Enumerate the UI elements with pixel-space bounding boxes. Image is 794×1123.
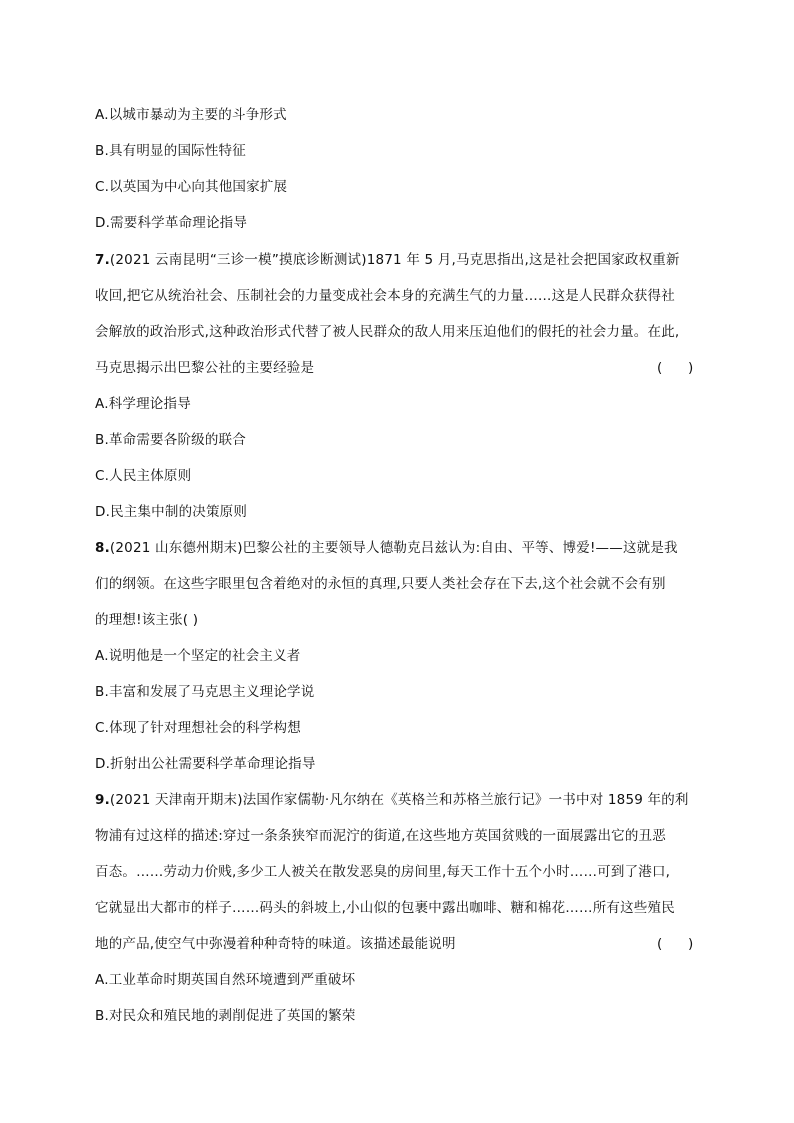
q8-stem-line-3: 的理想!该主张( ) [95,612,199,628]
q7-option-a: A.科学理论指导 [95,396,191,412]
q7-stem-line-1: 7.(2021 云南昆明“三诊一模”摸底诊断测试)1871 年 5 月,马克思指出,这是社会把国家政权重新 [95,252,680,268]
q6-option-d: D.需要科学革命理论指导 [95,215,248,231]
q8-option-c: C.体现了针对理想社会的科学构想 [95,720,301,736]
q7-stem-line-2: 收回,把它从统治社会、压制社会的力量变成社会本身的充满生气的力量……这是人民群众获得社 [95,288,675,304]
q9-stem-line-2: 物浦有过这样的描述:穿过一条条狭窄而泥泞的街道,在这些地方英国贫贱的一面展露出它的丑恶 [95,828,666,844]
q8-option-a: A.说明他是一个坚定的社会主义者 [95,648,301,664]
q8-stem-line-2: 们的纲领。在这些字眼里包含着绝对的永恒的真理,只要人类社会存在下去,这个社会就不会有别 [95,576,666,592]
q7-option-b: B.革命需要各阶级的联合 [95,432,246,448]
q7-option-c: C.人民主体原则 [95,468,192,484]
q7-stem-line-3: 会解放的政治形式,这种政治形式代替了被人民群众的敌人用来压迫他们的假托的社会力量。在此, [95,324,680,340]
q6-option-b: B.具有明显的国际性特征 [95,143,246,159]
q9-stem-line-1: 9.(2021 天津南开期末)法国作家儒勒·凡尔纳在《英格兰和苏格兰旅行记》一书中对 1859 年的利 [95,792,689,808]
q8-number: 8. [95,540,110,556]
q8-option-b: B.丰富和发展了马克思主义理论学说 [95,684,315,700]
q9-stem-line-4: 它就显出大都市的样子……码头的斜坡上,小山似的包裹中露出咖啡、糖和棉花……所有这些殖民 [95,900,675,916]
q6-option-a: A.以城市暴动为主要的斗争形式 [95,107,287,123]
q9-option-a: A.工业革命时期英国自然环境遭到严重破坏 [95,972,356,988]
q9-stem-line-5: 地的产品,使空气中弥漫着种种奇特的味道。该描述最能说明 [95,936,456,952]
q7-stem-line-4: 马克思揭示出巴黎公社的主要经验是 [95,360,315,376]
q7-option-d: D.民主集中制的决策原则 [95,504,248,520]
q9-option-b: B.对民众和殖民地的剥削促进了英国的繁荣 [95,1008,356,1024]
q9-answer-paren: ( ) [657,936,694,952]
q7-number: 7. [95,252,110,268]
q8-option-d: D.折射出公社需要科学革命理论指导 [95,756,316,772]
q8-stem-line-1: 8.(2021 山东德州期末)巴黎公社的主要领导人德勒克吕兹认为:自由、平等、博爱!——这就是我 [95,540,678,556]
q7-answer-paren: ( ) [657,360,694,376]
q6-option-c: C.以英国为中心向其他国家扩展 [95,179,288,195]
q9-stem-line-3: 百态。……劳动力价贱,多少工人被关在散发恶臭的房间里,每天工作十五个小时……可到了港口, [95,864,671,880]
q9-number: 9. [95,792,110,808]
